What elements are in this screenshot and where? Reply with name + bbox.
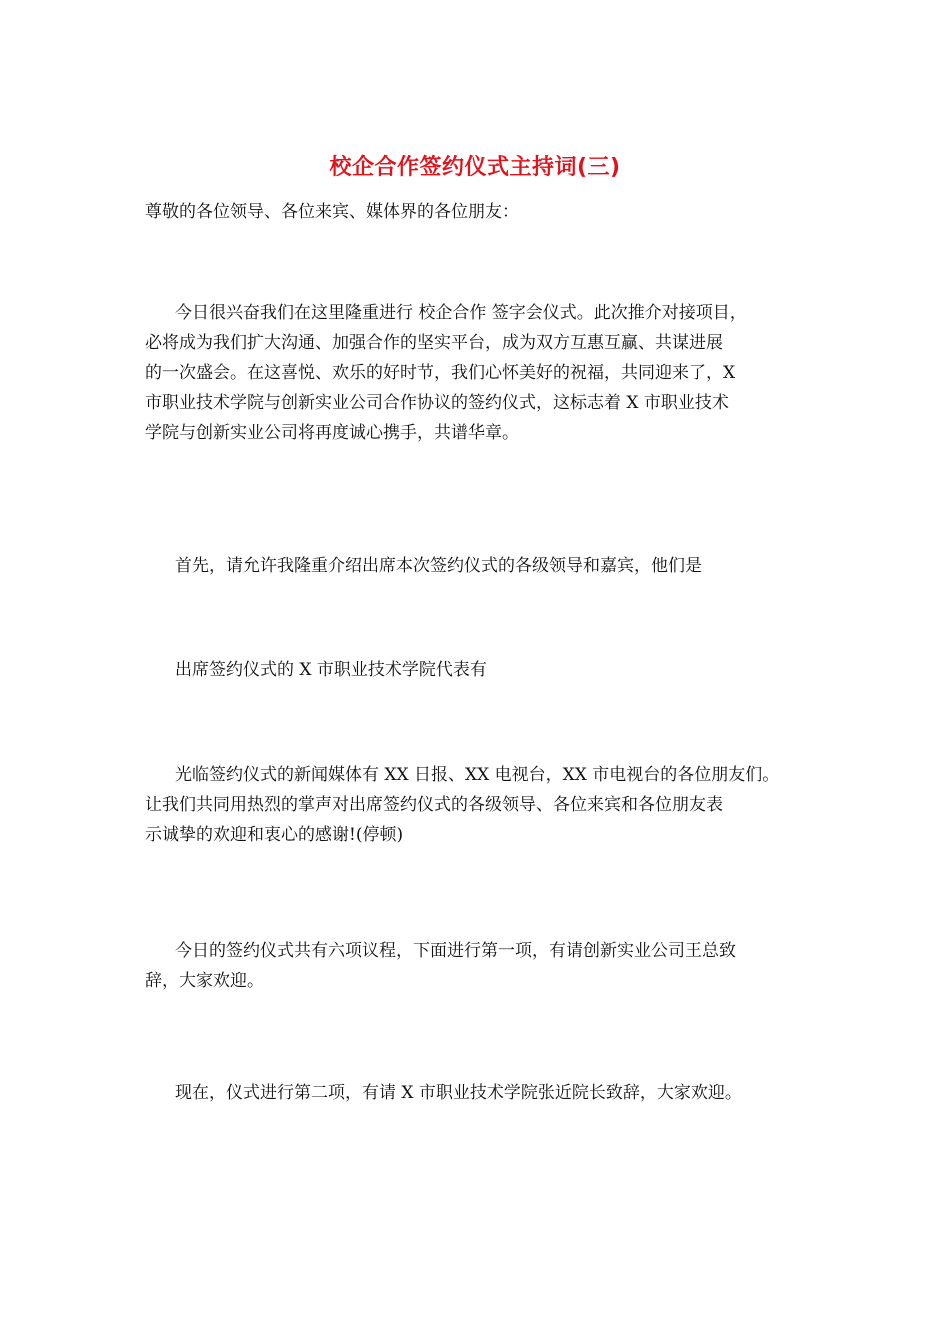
salutation: 尊敬的各位领导、各位来宾、媒体界的各位朋友： [145,202,519,222]
paragraph-line: 让我们共同用热烈的掌声对出席签约仪式的各级领导、各位来宾和各位朋友表 [145,795,723,815]
paragraph-line: 的一次盛会。在这喜悦、欢乐的好时节，我们心怀美好的祝福，共同迎来了，X [145,363,736,383]
paragraph-line: 市职业技术学院与创新实业公司合作协议的签约仪式，这标志着 X 市职业技术 [145,393,729,413]
paragraph-line: 现在，仪式进行第二项，有请 X 市职业技术学院张近院长致辞，大家欢迎。 [175,1083,742,1103]
paragraph-line: 今日的签约仪式共有六项议程，下面进行第一项，有请创新实业公司王总致 [175,941,736,961]
paragraph-line: 示诚挚的欢迎和衷心的感谢!(停顿) [145,825,404,845]
paragraph-agenda-item-one [145,936,815,996]
paragraph-line: 光临签约仪式的新闻媒体有 XX 日报、XX 电视台，XX 市电视台的各位朋友们。 [175,765,780,785]
paragraph-line: 辞，大家欢迎。 [145,971,264,991]
paragraph-line: 学院与创新实业公司将再度诚心携手，共谱华章。 [145,423,519,443]
paragraph-line: 今日很兴奋我们在这里隆重进行 校企合作 签字会仪式。此次推介对接项目， [175,303,747,323]
paragraph-opening [145,298,815,448]
paragraph-agenda-item-two [145,1078,815,1108]
paragraph-line: 必将成为我们扩大沟通、加强合作的坚实平台，成为双方互惠互赢、共谋进展 [145,333,723,353]
paragraph-introduction [145,551,815,581]
paragraph-line: 出席签约仪式的 X 市职业技术学院代表有 [175,660,487,680]
paragraph-media-welcome [145,760,815,850]
document-title: 校企合作签约仪式主持词(三) [329,155,621,180]
paragraph-line: 首先，请允许我隆重介绍出席本次签约仪式的各级领导和嘉宾，他们是 [175,556,702,576]
paragraph-school-representatives [145,655,815,685]
